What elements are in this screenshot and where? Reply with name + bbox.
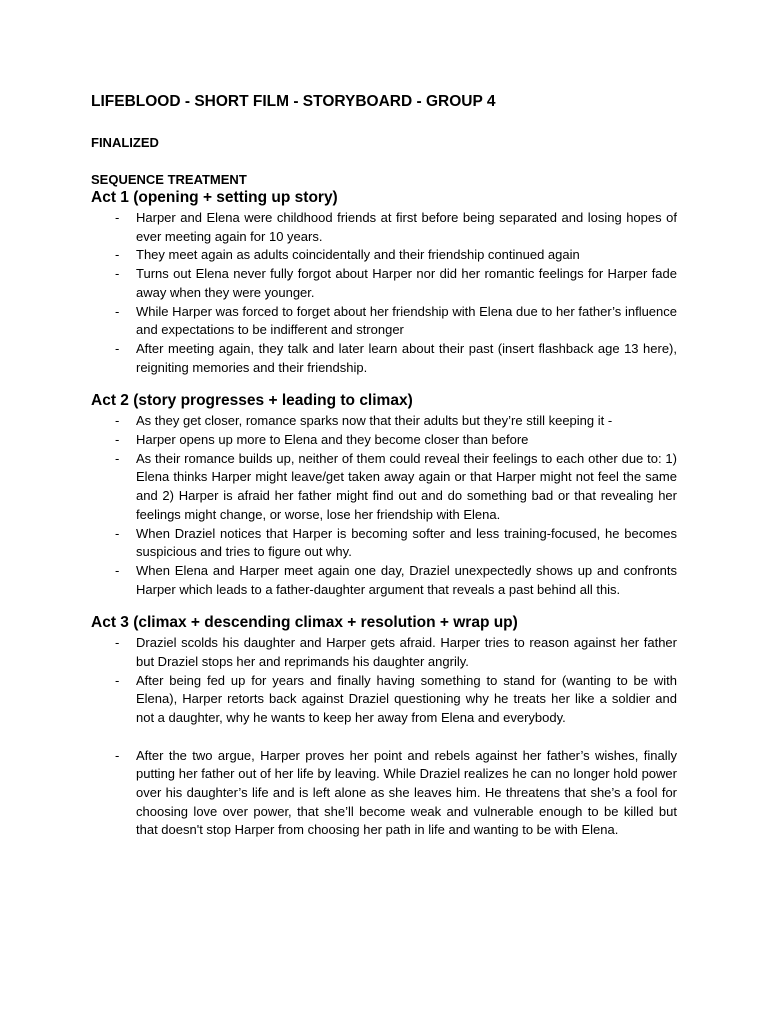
act-1-heading: Act 1 (opening + setting up story) bbox=[91, 189, 338, 206]
list-item: - While Harper was forced to forget about her friendship with Elena due to her father’s influence and expectations to be indifferent and stronger bbox=[91, 303, 677, 340]
list-item: - Turns out Elena never fully forgot about Harper nor did her romantic feelings for Harper fade away when they were younger. bbox=[91, 265, 677, 302]
act-3-heading: Act 3 (climax + descending climax + resolution + wrap up) bbox=[91, 614, 518, 632]
list-item: - After being fed up for years and finally having something to stand for (wanting to be with Elena), Harper retorts back against Draziel questioning why he treats her like a soldier and not a daughter, why he wants to keep her away from Elena and everybody. bbox=[91, 672, 677, 728]
document-title: LIFEBLOOD - SHORT FILM - STORYBOARD - GROUP 4 bbox=[91, 93, 496, 110]
list-item: - As they get closer, romance sparks now that their adults but they’re still keeping it - bbox=[91, 412, 677, 431]
list-item: - After meeting again, they talk and later learn about their past (insert flashback age 13 here), reigniting memories and their friendship. bbox=[91, 340, 677, 377]
list-item: - When Draziel notices that Harper is becoming softer and less training-focused, he becomes suspicious and tries to figure out why. bbox=[91, 525, 677, 562]
act-2-heading: Act 2 (story progresses + leading to climax) bbox=[91, 392, 413, 410]
section-label: SEQUENCE TREATMENT bbox=[91, 172, 247, 187]
status-label: FINALIZED bbox=[91, 135, 159, 150]
act-3-list bbox=[91, 634, 677, 840]
act-2-list bbox=[91, 412, 677, 599]
list-item: - After the two argue, Harper proves her point and rebels against her father’s wishes, finally putting her father out of her life by leaving. While Draziel realizes he can no longer hold power over his daughter’s life and is left alone as she leaves him. He threatens that she’s a fool for choosing love over power, that she’ll become weak and vulnerable enough to be killed but that doesn't stop Harper from choosing her path in life and wanting to be with Elena. bbox=[91, 747, 677, 841]
list-item: - Draziel scolds his daughter and Harper gets afraid. Harper tries to reason against her father but Draziel stops her and reprimands his daughter angrily. bbox=[91, 634, 677, 671]
list-item: - Harper opens up more to Elena and they become closer than before bbox=[91, 431, 677, 450]
act-2-section bbox=[91, 391, 677, 599]
act-1-section bbox=[91, 188, 677, 377]
list-item: - As their romance builds up, neither of them could reveal their feelings to each other due to: 1) Elena thinks Harper might leave/get taken away again or that Harper might not feel the same and 2) Harper is afraid her father might find out and do something bad or that revealing her feelings might change, or worse, lose her friendship with Elena. bbox=[91, 450, 677, 525]
act-1-list bbox=[91, 209, 677, 377]
act-3-section bbox=[91, 613, 677, 840]
list-item: - When Elena and Harper meet again one day, Draziel unexpectedly shows up and confronts Harper which leads to a father-daughter argument that reveals a past behind all this. bbox=[91, 562, 677, 599]
list-item: - They meet again as adults coincidentally and their friendship continued again bbox=[91, 246, 677, 265]
list-item: - Harper and Elena were childhood friends at first before being separated and losing hopes of ever meeting again for 10 years. bbox=[91, 209, 677, 246]
